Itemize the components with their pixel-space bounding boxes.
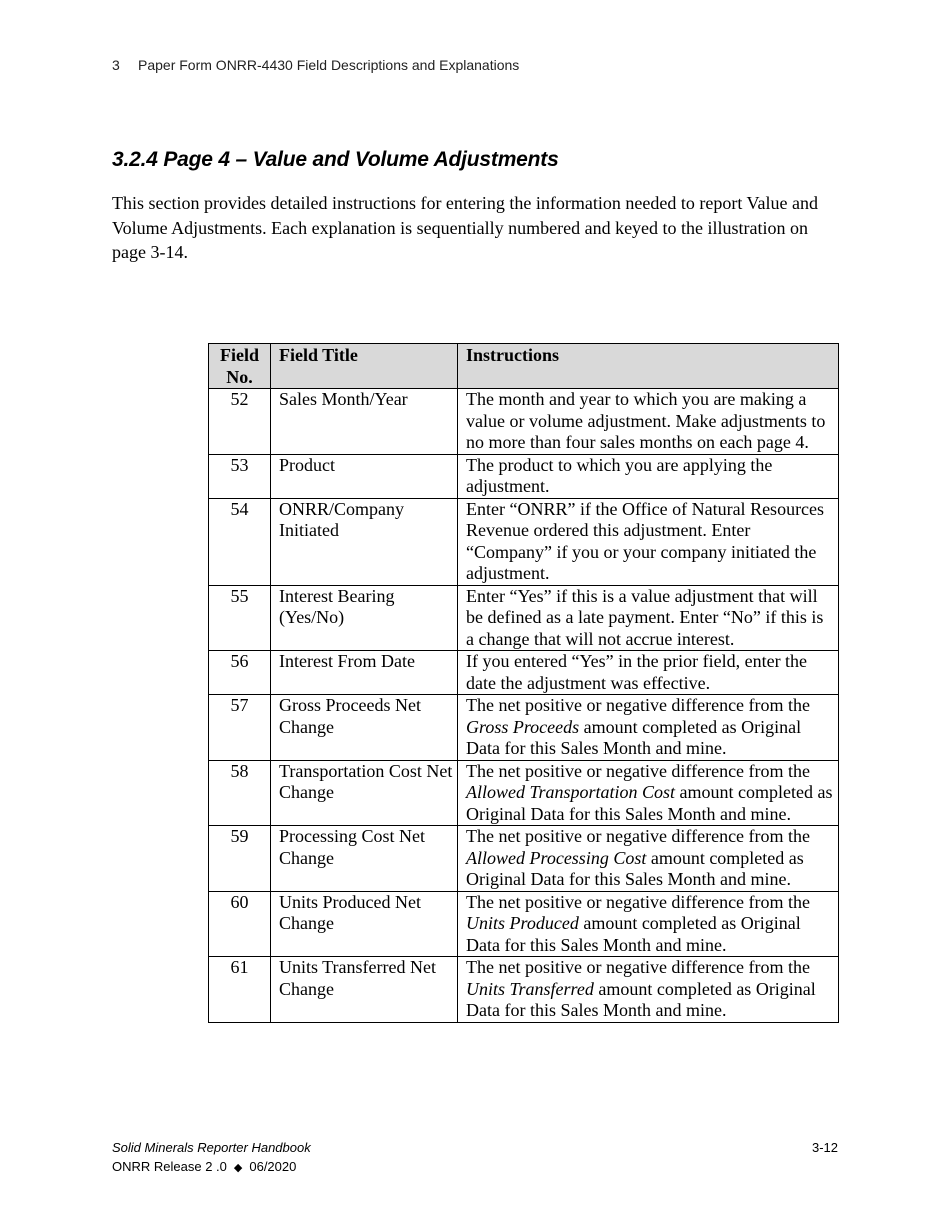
table-row bbox=[209, 585, 839, 651]
table-row bbox=[209, 760, 839, 826]
table-row bbox=[209, 651, 839, 695]
table-body bbox=[209, 389, 839, 1023]
field-instructions bbox=[458, 498, 839, 585]
table-row bbox=[209, 454, 839, 498]
instruction-text: The product to which you are applying the adjustment. bbox=[466, 454, 773, 496]
footer-left bbox=[112, 1138, 311, 1178]
field-instructions bbox=[458, 585, 839, 651]
field-title: Product bbox=[271, 454, 458, 498]
field-title: Gross Proceeds Net Change bbox=[271, 695, 458, 761]
footer-book-title: Solid Minerals Reporter Handbook bbox=[112, 1140, 311, 1155]
footer-release: ONRR Release 2 .0 bbox=[112, 1159, 227, 1174]
field-instructions bbox=[458, 695, 839, 761]
instruction-text: Enter “Yes” if this is a value adjustment that will be defined as a late payment. Enter “No” if this is a change that will not accrue interest. bbox=[466, 585, 824, 649]
field-number: 57 bbox=[209, 695, 271, 761]
field-instructions bbox=[458, 389, 839, 455]
field-title: Interest From Date bbox=[271, 651, 458, 695]
table-row bbox=[209, 957, 839, 1023]
field-number: 56 bbox=[209, 651, 271, 695]
header-instructions: Instructions bbox=[458, 344, 839, 389]
field-title: ONRR/Company Initiated bbox=[271, 498, 458, 585]
field-instructions bbox=[458, 454, 839, 498]
chapter-number: 3 bbox=[112, 57, 120, 73]
header-field-no: Field No. bbox=[209, 344, 271, 389]
field-title: Transportation Cost Net Change bbox=[271, 760, 458, 826]
table-row bbox=[209, 891, 839, 957]
chapter-title: Paper Form ONRR-4430 Field Descriptions and Explanations bbox=[138, 57, 520, 73]
footer-release-line bbox=[112, 1157, 311, 1178]
instruction-text: The net positive or negative difference from the bbox=[466, 695, 811, 715]
table-header-row bbox=[209, 344, 839, 389]
instruction-text: amount completed as Original Data for this Sales Month and mine. bbox=[466, 716, 802, 758]
header-field-title: Field Title bbox=[271, 344, 458, 389]
field-title: Units Transferred Net Change bbox=[271, 957, 458, 1023]
table-row bbox=[209, 498, 839, 585]
field-instructions bbox=[458, 826, 839, 892]
instruction-text: If you entered “Yes” in the prior field, enter the date the adjustment was effective. bbox=[466, 651, 808, 693]
field-title: Units Produced Net Change bbox=[271, 891, 458, 957]
instruction-text: amount completed as Original Data for this Sales Month and mine. bbox=[466, 978, 816, 1020]
field-number: 59 bbox=[209, 826, 271, 892]
field-number: 53 bbox=[209, 454, 271, 498]
table-row bbox=[209, 695, 839, 761]
table-row bbox=[209, 826, 839, 892]
field-descriptions-table bbox=[208, 343, 839, 1023]
field-title: Interest Bearing (Yes/No) bbox=[271, 585, 458, 651]
referenced-field-name: Units Transferred bbox=[466, 978, 594, 999]
intro-paragraph: This section provides detailed instructions for entering the information needed to report Value and Volume Adjustments. Each explanation is sequentially numbered and keyed to the illustration on page 3-14. bbox=[112, 193, 818, 262]
field-number: 60 bbox=[209, 891, 271, 957]
referenced-field-name: Allowed Transportation Cost bbox=[466, 782, 676, 802]
field-instructions bbox=[458, 760, 839, 826]
running-header bbox=[112, 57, 519, 73]
field-number: 52 bbox=[209, 389, 271, 455]
instruction-text: amount completed as Original Data for this Sales Month and mine. bbox=[466, 847, 804, 889]
instruction-text: amount completed as Original Data for this Sales Month and mine. bbox=[466, 913, 801, 955]
field-instructions bbox=[458, 651, 839, 695]
field-number: 61 bbox=[209, 957, 271, 1023]
field-instructions bbox=[458, 891, 839, 957]
field-instructions bbox=[458, 957, 839, 1023]
instruction-text: The month and year to which you are making a value or volume adjustment. Make adjustments to no more than four sales months on each page 4. bbox=[466, 389, 826, 452]
diamond-separator-icon: ◆ bbox=[233, 1162, 243, 1174]
instruction-text: Enter “ONRR” if the Office of Natural Resources Revenue ordered this adjustment. Enter “Company” if you or your company initiated the adjustment. bbox=[466, 498, 825, 583]
section-title: 3.2.4 Page 4 – Value and Volume Adjustments bbox=[112, 148, 559, 171]
field-title: Sales Month/Year bbox=[271, 389, 458, 455]
referenced-field-name: Allowed Processing Cost bbox=[466, 847, 647, 868]
field-number: 55 bbox=[209, 585, 271, 651]
instruction-text: The net positive or negative difference from the bbox=[466, 760, 811, 781]
table-row bbox=[209, 389, 839, 455]
instruction-text: The net positive or negative difference from the bbox=[466, 957, 811, 977]
instruction-text: amount completed as Original Data for this Sales Month and mine. bbox=[466, 782, 833, 824]
field-title: Processing Cost Net Change bbox=[271, 826, 458, 892]
footer-date: 06/2020 bbox=[249, 1159, 297, 1174]
instruction-text: The net positive or negative difference from the bbox=[466, 891, 811, 912]
field-number: 54 bbox=[209, 498, 271, 585]
referenced-field-name: Gross Proceeds bbox=[466, 716, 580, 737]
field-number: 58 bbox=[209, 760, 271, 826]
footer-page-number: 3-12 bbox=[811, 1140, 838, 1155]
referenced-field-name: Units Produced bbox=[466, 913, 579, 933]
instruction-text: The net positive or negative difference from the bbox=[466, 826, 811, 846]
